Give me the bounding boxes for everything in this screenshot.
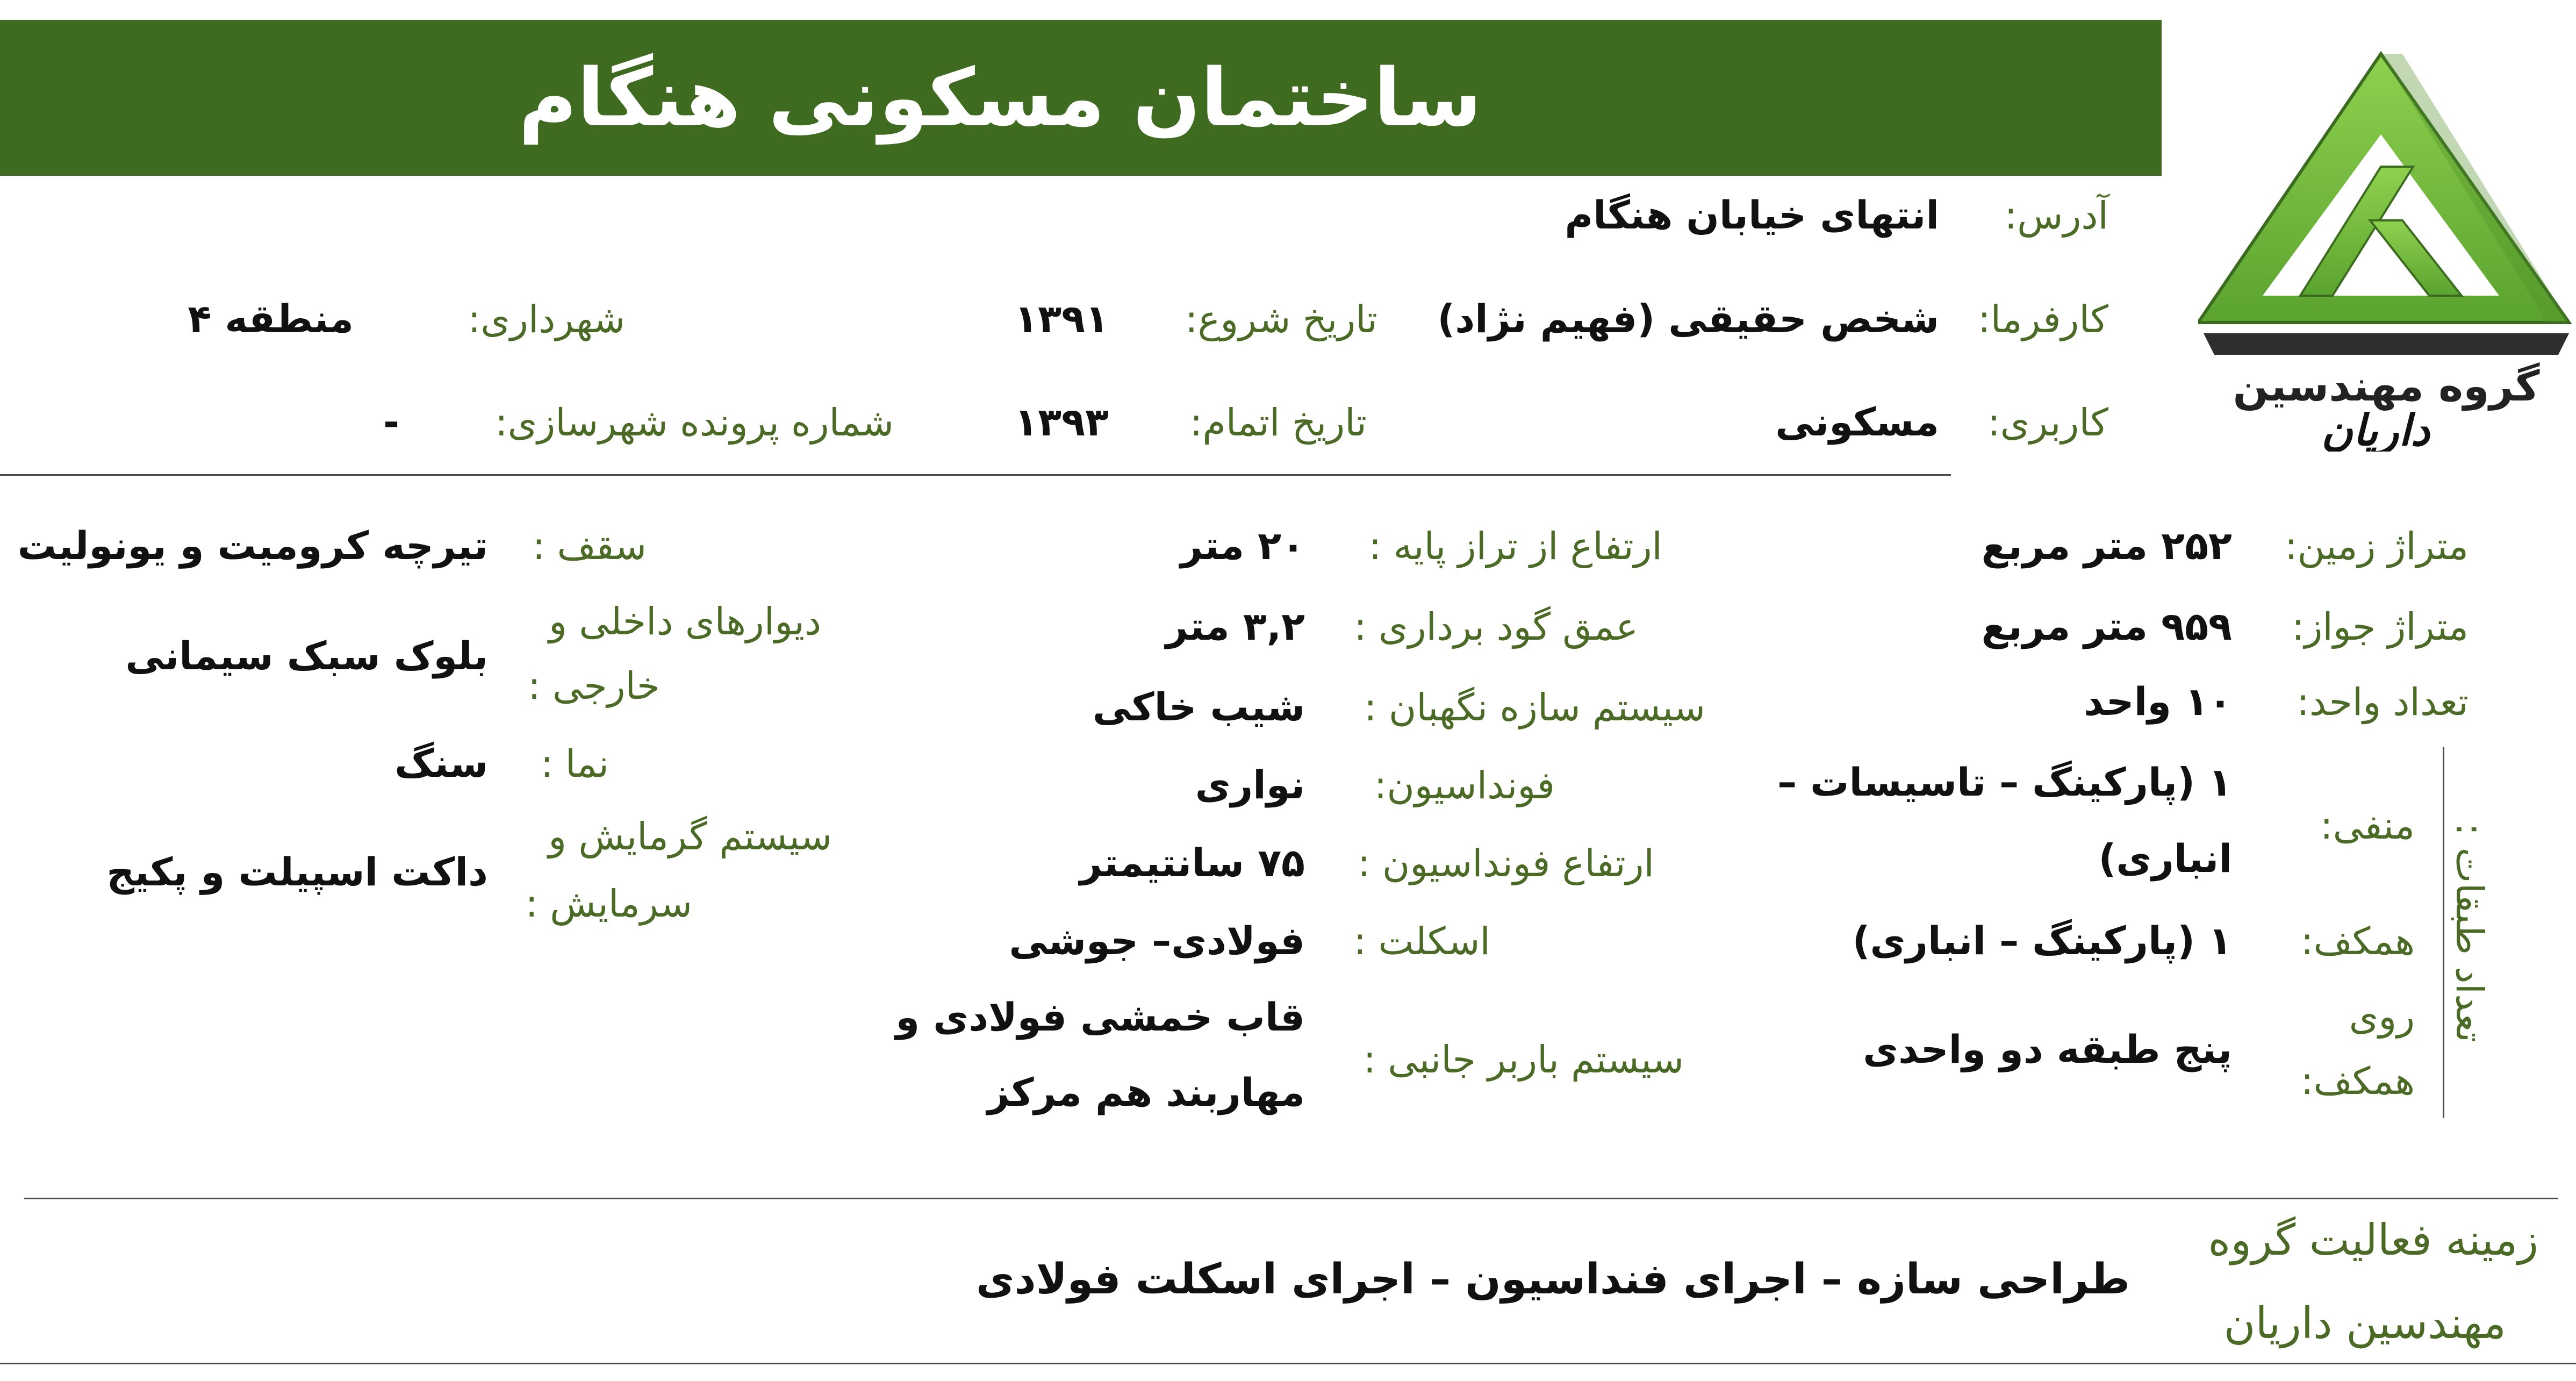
land-area-label: متراژ زمین: (2284, 524, 2469, 568)
logo-group-name: گروه مهندسین (2233, 362, 2540, 411)
municipality-value: منطقه ۴ (188, 296, 354, 341)
unit-count-label: تعداد واحد: (2297, 680, 2469, 724)
skeleton-label: اسکلت : (1353, 919, 1490, 963)
hvac-value: داکت اسپیلت و پکیج (106, 849, 488, 895)
page-title: ساختمان مسکونی هنگام (519, 52, 1482, 144)
usage-value: مسکونی (1775, 399, 1939, 445)
start-date-label: تاریخ شروع: (1185, 297, 1377, 341)
start-date-value: ۱۳۹۱ (1014, 296, 1109, 341)
excavation-label: عمق گود برداری : (1354, 605, 1638, 649)
walls-value: بلوک سبک سیمانی (125, 633, 488, 678)
municipality-label: شهرداری: (468, 297, 625, 341)
basement-value-line1: ۱ (پارکینگ – تاسیسات – (1777, 760, 2232, 805)
facade-label: نما : (540, 742, 609, 786)
foundation-label: فونداسیون: (1374, 763, 1555, 807)
walls-label-line1: دیوارهای داخلی و (549, 599, 821, 643)
hvac-label-line2: سرمایش : (525, 882, 692, 926)
floors-bracket-line (2443, 747, 2444, 1118)
employer-value: شخص حقیقی (فهیم نژاد) (1437, 296, 1939, 341)
activity-label-line1: زمینه فعالیت گروه (2208, 1215, 2538, 1265)
height-value: ۲۰ متر (1180, 523, 1305, 568)
basement-label: منفی: (2320, 804, 2415, 848)
skeleton-value: فولادی– جوشی (1009, 918, 1305, 963)
lateral-system-value-line1: قاب خمشی فولادی و (895, 994, 1305, 1040)
address-value: انتهای خیابان هنگام (1565, 192, 1939, 238)
permit-area-value: ۹۵۹ متر مربع (1981, 604, 2232, 649)
ground-label: همکف: (2300, 919, 2415, 963)
excavation-value: ۳,۲ متر (1165, 604, 1305, 649)
above-ground-label-line1: روی (2349, 994, 2415, 1039)
height-label: ارتفاع از تراز پایه : (1368, 524, 1662, 568)
facade-value: سنگ (394, 741, 488, 786)
floors-title: تعداد طبقات : (2448, 822, 2492, 1043)
activity-value: طراحی سازه – اجرای فنداسیون – اجرای اسکلت فولادی (976, 1255, 2130, 1304)
permit-area-label: متراژ جواز: (2291, 605, 2469, 649)
lateral-system-label: سیستم باربر جانبی : (1363, 1037, 1684, 1082)
activity-top-divider (24, 1198, 2558, 1199)
activity-bottom-divider (0, 1363, 2576, 1364)
employer-label: کارفرما: (1978, 297, 2108, 341)
header-divider (0, 474, 1951, 476)
logo-brand: داریان (2321, 405, 2430, 452)
foundation-value: نواری (1195, 762, 1305, 807)
company-logo (2198, 43, 2574, 452)
activity-label-line2: مهندسین داریان (2223, 1298, 2506, 1348)
urban-file-label: شماره پرونده شهرسازی: (495, 400, 894, 445)
logo-triangle-icon (2198, 43, 2574, 452)
roof-label: سقف : (532, 524, 647, 568)
retaining-value: شیب خاکی (1092, 684, 1305, 729)
above-ground-value: پنج طبقه دو واحدی (1863, 1027, 2232, 1072)
foundation-height-label: ارتفاع فونداسیون : (1358, 841, 1654, 885)
address-label: آدرس: (2004, 194, 2108, 238)
retaining-label: سیستم سازه نگهبان : (1364, 685, 1705, 729)
urban-file-value: - (383, 399, 399, 445)
walls-label-line2: خارجی : (528, 664, 660, 708)
end-date-value: ۱۳۹۳ (1014, 399, 1109, 445)
title-bar (0, 20, 2162, 176)
unit-count-value: ۱۰ واحد (2084, 679, 2232, 724)
end-date-label: تاریخ اتمام: (1189, 400, 1367, 445)
ground-value: ۱ (پارکینگ – انباری) (1852, 918, 2232, 963)
hvac-label-line1: سیستم گرمایش و (548, 814, 832, 858)
roof-value: تیرچه کرومیت و یونولیت (17, 523, 488, 568)
foundation-height-value: ۷۵ سانتیمتر (1079, 840, 1305, 885)
basement-value-line2: انباری) (2098, 836, 2232, 881)
land-area-value: ۲۵۲ متر مربع (1981, 523, 2232, 568)
above-ground-label-line2: همکف: (2300, 1059, 2415, 1103)
lateral-system-value-line2: مهاربند هم مرکز (987, 1070, 1305, 1115)
usage-label: کاربری: (1987, 400, 2108, 445)
